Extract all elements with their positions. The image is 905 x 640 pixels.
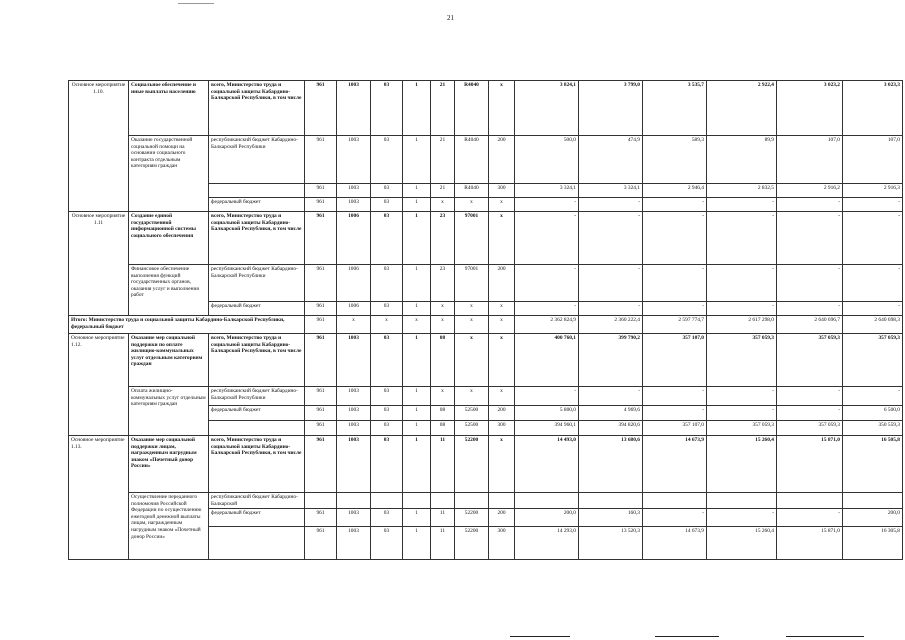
- code-cell: 961: [305, 265, 337, 302]
- footer-rule: [510, 636, 570, 637]
- value-cell: 3 535,7: [643, 81, 707, 136]
- code-cell: 11: [431, 509, 455, 527]
- value-cell: [843, 493, 903, 509]
- value-cell: -: [777, 406, 843, 421]
- code-cell: 08: [431, 421, 455, 436]
- table-row: [69, 81, 903, 136]
- code-cell: 1: [403, 184, 431, 198]
- value-cell: 400 760,1: [515, 334, 579, 387]
- code-cell: 1: [403, 387, 431, 406]
- code-cell: 961: [305, 184, 337, 198]
- event-name: Создание единой государственной информационной системы социального обеспечения: [129, 212, 209, 265]
- code-cell: 23: [431, 212, 455, 265]
- top-rule: [178, 3, 214, 4]
- code-cell: 961: [305, 302, 337, 316]
- value-cell: -: [707, 212, 777, 265]
- value-cell: 2 362 824,9: [515, 316, 579, 334]
- value-cell: -: [579, 302, 643, 316]
- value-cell: 4 969,6: [579, 406, 643, 421]
- value-cell: 2 916,2: [777, 184, 843, 198]
- code-cell: 52200: [455, 509, 489, 527]
- code-cell: 21: [431, 81, 455, 136]
- code-cell: 11: [431, 436, 455, 493]
- executor-cell: федеральный бюджет: [209, 198, 305, 212]
- code-cell: 03: [371, 509, 403, 527]
- value-cell: 14 493,0: [515, 436, 579, 493]
- executor-cell: всего, Министерство труда и социальной защиты Кабардино-Балкарской Республики, в том числе: [209, 334, 305, 387]
- value-cell: 2 617 298,0: [707, 316, 777, 334]
- code-cell: 1003: [337, 334, 371, 387]
- value-cell: -: [707, 406, 777, 421]
- code-cell: 1003: [337, 198, 371, 212]
- code-cell: 52500: [455, 421, 489, 436]
- code-cell: 03: [371, 436, 403, 493]
- code-cell: х: [455, 316, 489, 334]
- code-cell: 1006: [337, 212, 371, 265]
- code-cell: 200: [489, 406, 515, 421]
- code-cell: [371, 493, 403, 509]
- code-cell: 1: [403, 212, 431, 265]
- code-cell: 03: [371, 198, 403, 212]
- code-cell: 961: [305, 212, 337, 265]
- code-cell: 1003: [337, 421, 371, 436]
- executor-cell: федеральный бюджет: [209, 509, 305, 527]
- value-cell: 357 107,0: [643, 334, 707, 387]
- code-cell: 300: [489, 421, 515, 436]
- code-cell: 1003: [337, 509, 371, 527]
- code-cell: х: [489, 302, 515, 316]
- value-cell: -: [579, 212, 643, 265]
- budget-table: [68, 80, 903, 560]
- value-cell: 357 107,0: [643, 421, 707, 436]
- code-cell: х: [431, 387, 455, 406]
- code-cell: 1: [403, 509, 431, 527]
- value-cell: -: [643, 387, 707, 406]
- code-cell: 300: [489, 184, 515, 198]
- executor-cell: республиканский бюджет Кабардино-Балкарской Республики: [209, 136, 305, 184]
- value-cell: -: [579, 198, 643, 212]
- value-cell: 3 023,2: [777, 81, 843, 136]
- value-cell: 5 800,0: [515, 406, 579, 421]
- code-cell: 1: [403, 406, 431, 421]
- value-cell: 16 305,8: [843, 527, 903, 560]
- code-cell: R4040: [455, 136, 489, 184]
- sub-event-name: Оплата жилищно-коммунальных услуг отдельным категориям граждан: [129, 387, 209, 436]
- sub-event-name: Финансовое обеспечение выполнения функций государственных органов, оказания услуг и выполнения работ: [129, 265, 209, 316]
- table-row: [69, 436, 903, 493]
- value-cell: 2 640 696,7: [777, 316, 843, 334]
- code-cell: R4040: [455, 184, 489, 198]
- code-cell: [403, 493, 431, 509]
- value-cell: -: [843, 212, 903, 265]
- code-cell: 1003: [337, 136, 371, 184]
- value-cell: 3 324,1: [515, 184, 579, 198]
- code-cell: х: [455, 302, 489, 316]
- value-cell: 500,0: [515, 136, 579, 184]
- code-cell: 961: [305, 406, 337, 421]
- value-cell: 200,0: [843, 509, 903, 527]
- code-cell: 1: [403, 334, 431, 387]
- executor-cell: федеральный бюджет: [209, 302, 305, 316]
- code-cell: х: [337, 316, 371, 334]
- value-cell: -: [643, 212, 707, 265]
- value-cell: -: [515, 302, 579, 316]
- value-cell: -: [777, 509, 843, 527]
- code-cell: 97001: [455, 212, 489, 265]
- value-cell: 2 360 222,4: [579, 316, 643, 334]
- executor-cell: [209, 184, 305, 198]
- code-cell: 1: [403, 81, 431, 136]
- code-cell: 1003: [337, 527, 371, 560]
- value-cell: 6 500,0: [843, 406, 903, 421]
- code-cell: 08: [431, 406, 455, 421]
- code-cell: х: [431, 316, 455, 334]
- value-cell: -: [643, 302, 707, 316]
- code-cell: х: [489, 212, 515, 265]
- code-cell: х: [489, 387, 515, 406]
- executor-cell: [209, 527, 305, 560]
- code-cell: 300: [489, 527, 515, 560]
- code-cell: 03: [371, 81, 403, 136]
- code-cell: 200: [489, 509, 515, 527]
- code-cell: 97001: [455, 265, 489, 302]
- value-cell: 200,0: [515, 509, 579, 527]
- event-name: Оказание мер социальной поддержки по оплате жилищно-коммунальных услуг отдельным категориям граждан: [129, 334, 209, 387]
- code-cell: 08: [431, 334, 455, 387]
- executor-cell: всего, Министерство труда и социальной защиты Кабардино-Балкарской Республики, в том числе: [209, 212, 305, 265]
- code-cell: 961: [305, 387, 337, 406]
- value-cell: -: [515, 387, 579, 406]
- value-cell: [643, 493, 707, 509]
- code-cell: 52200: [455, 527, 489, 560]
- value-cell: 15 871,0: [777, 436, 843, 493]
- code-cell: 03: [371, 184, 403, 198]
- value-cell: 3 824,1: [515, 81, 579, 136]
- value-cell: -: [515, 265, 579, 302]
- code-cell: 1: [403, 436, 431, 493]
- value-cell: 14 673,9: [643, 436, 707, 493]
- code-cell: 1003: [337, 387, 371, 406]
- value-cell: 2 922,4: [707, 81, 777, 136]
- value-cell: -: [515, 198, 579, 212]
- sub-event-name: Осуществление переданного полномочия Российской Федерации по осуществлению ежегодной денежной выплаты лицам, награжденным нагрудным знаком «Почетный донор России»: [129, 493, 209, 560]
- code-cell: [489, 493, 515, 509]
- value-cell: 3 023,3: [843, 81, 903, 136]
- value-cell: 394 820,6: [579, 421, 643, 436]
- code-cell: [337, 493, 371, 509]
- event-name: Оказание мер социальной поддержки лицам, награжденным нагрудным знаком «Почетный донор России»: [129, 436, 209, 493]
- value-cell: -: [643, 265, 707, 302]
- code-cell: 1: [403, 265, 431, 302]
- value-cell: 14 293,0: [515, 527, 579, 560]
- value-cell: -: [579, 387, 643, 406]
- value-cell: 15 260,4: [707, 527, 777, 560]
- code-cell: 1: [403, 198, 431, 212]
- code-cell: 21: [431, 184, 455, 198]
- value-cell: 589,3: [643, 136, 707, 184]
- code-cell: х: [489, 81, 515, 136]
- code-cell: 03: [371, 527, 403, 560]
- value-cell: 3 324,1: [579, 184, 643, 198]
- value-cell: -: [777, 265, 843, 302]
- value-cell: -: [707, 198, 777, 212]
- value-cell: 89,9: [707, 136, 777, 184]
- code-cell: [455, 493, 489, 509]
- code-cell: х: [455, 198, 489, 212]
- table-row: [69, 493, 903, 509]
- value-cell: -: [707, 387, 777, 406]
- code-cell: 1: [403, 302, 431, 316]
- executor-cell: республиканский бюджет Кабардино-Балкарской Республики: [209, 265, 305, 302]
- value-cell: 350 559,3: [843, 421, 903, 436]
- code-cell: 961: [305, 81, 337, 136]
- executor-cell: республиканский бюджет Кабардино-Балкарской: [209, 493, 305, 509]
- table-row: [69, 136, 903, 184]
- code-cell: х: [455, 334, 489, 387]
- code-cell: 1003: [337, 184, 371, 198]
- code-cell: х: [455, 387, 489, 406]
- value-cell: 357 059,3: [777, 421, 843, 436]
- value-cell: -: [643, 406, 707, 421]
- code-cell: 03: [371, 302, 403, 316]
- event-label: Основное мероприятие 1.11: [69, 212, 129, 316]
- value-cell: [579, 493, 643, 509]
- page-number: 21: [447, 14, 454, 22]
- value-cell: -: [515, 212, 579, 265]
- code-cell: 52200: [455, 436, 489, 493]
- code-cell: х: [489, 436, 515, 493]
- code-cell: 03: [371, 421, 403, 436]
- code-cell: 961: [305, 198, 337, 212]
- value-cell: 399 790,2: [579, 334, 643, 387]
- code-cell: [305, 493, 337, 509]
- executor-cell: республиканский бюджет Кабардино-Балкарской Республики: [209, 387, 305, 406]
- code-cell: 961: [305, 527, 337, 560]
- code-cell: 03: [371, 136, 403, 184]
- event-label: Основное мероприятие 1.13.: [69, 436, 129, 560]
- code-cell: 961: [305, 136, 337, 184]
- value-cell: 15 260,4: [707, 436, 777, 493]
- executor-cell: федеральный бюджет: [209, 406, 305, 421]
- code-cell: х: [371, 316, 403, 334]
- code-cell: 1006: [337, 302, 371, 316]
- code-cell: 200: [489, 136, 515, 184]
- table-row: [69, 387, 903, 406]
- event-name: Социальное обеспечение и иные выплаты населению: [129, 81, 209, 136]
- code-cell: 03: [371, 406, 403, 421]
- event-label: Основное мероприятие 1.10.: [69, 81, 129, 212]
- total-label: Итого: Министерство труда и социальной защиты Кабардино-Балкарской Республики, федеральный бюджет: [69, 316, 305, 334]
- code-cell: 1: [403, 136, 431, 184]
- value-cell: 160,3: [579, 509, 643, 527]
- code-cell: х: [431, 198, 455, 212]
- code-cell: 52500: [455, 406, 489, 421]
- value-cell: 13 520,3: [579, 527, 643, 560]
- executor-cell: всего, Министерство труда и социальной защиты Кабардино-Балкарской Республики, в том числе: [209, 81, 305, 136]
- value-cell: -: [579, 265, 643, 302]
- code-cell: х: [489, 334, 515, 387]
- value-cell: 474,9: [579, 136, 643, 184]
- value-cell: -: [843, 198, 903, 212]
- value-cell: 13 680,6: [579, 436, 643, 493]
- value-cell: -: [777, 302, 843, 316]
- code-cell: х: [489, 316, 515, 334]
- value-cell: 357 059,3: [707, 334, 777, 387]
- value-cell: -: [777, 212, 843, 265]
- table-row: [69, 212, 903, 265]
- value-cell: 394 960,1: [515, 421, 579, 436]
- value-cell: -: [643, 509, 707, 527]
- code-cell: 23: [431, 265, 455, 302]
- code-cell: 1: [403, 527, 431, 560]
- code-cell: 200: [489, 265, 515, 302]
- value-cell: 15 871,0: [777, 527, 843, 560]
- value-cell: [707, 493, 777, 509]
- value-cell: -: [707, 509, 777, 527]
- code-cell: х: [431, 302, 455, 316]
- code-cell: 961: [305, 421, 337, 436]
- value-cell: 357 059,3: [843, 334, 903, 387]
- code-cell: R4040: [455, 81, 489, 136]
- value-cell: 2 597 774,7: [643, 316, 707, 334]
- value-cell: -: [843, 265, 903, 302]
- value-cell: 2 916,3: [843, 184, 903, 198]
- code-cell: 961: [305, 509, 337, 527]
- code-cell: х: [489, 198, 515, 212]
- value-cell: 2 832,5: [707, 184, 777, 198]
- value-cell: -: [707, 265, 777, 302]
- sub-event-name: Оказание государственной социальной помощи на основании социального контракта отдельным категориям граждан: [129, 136, 209, 212]
- code-cell: 03: [371, 212, 403, 265]
- value-cell: -: [843, 387, 903, 406]
- code-cell: 961: [305, 316, 337, 334]
- code-cell: 1003: [337, 406, 371, 421]
- code-cell: х: [403, 316, 431, 334]
- table-row: [69, 316, 903, 334]
- code-cell: 21: [431, 136, 455, 184]
- event-label: Основное мероприятие 1.12.: [69, 334, 129, 436]
- footer-rule: [655, 636, 719, 637]
- code-cell: 03: [371, 387, 403, 406]
- code-cell: 961: [305, 436, 337, 493]
- value-cell: 3 799,0: [579, 81, 643, 136]
- table-row: [69, 334, 903, 387]
- code-cell: 1006: [337, 265, 371, 302]
- value-cell: -: [777, 198, 843, 212]
- code-cell: 03: [371, 265, 403, 302]
- value-cell: -: [777, 387, 843, 406]
- value-cell: 357 059,3: [707, 421, 777, 436]
- value-cell: [777, 493, 843, 509]
- code-cell: 1003: [337, 436, 371, 493]
- code-cell: 11: [431, 527, 455, 560]
- code-cell: 03: [371, 334, 403, 387]
- code-cell: [431, 493, 455, 509]
- value-cell: -: [707, 302, 777, 316]
- value-cell: 107,0: [843, 136, 903, 184]
- value-cell: 107,0: [777, 136, 843, 184]
- value-cell: 2 946,4: [643, 184, 707, 198]
- code-cell: 961: [305, 334, 337, 387]
- value-cell: 2 640 698,3: [843, 316, 903, 334]
- value-cell: -: [643, 198, 707, 212]
- value-cell: -: [843, 302, 903, 316]
- value-cell: 14 673,9: [643, 527, 707, 560]
- value-cell: 16 505,8: [843, 436, 903, 493]
- code-cell: 1: [403, 421, 431, 436]
- value-cell: [515, 493, 579, 509]
- executor-cell: [209, 421, 305, 436]
- footer-rule: [786, 636, 864, 637]
- value-cell: 357 059,3: [777, 334, 843, 387]
- executor-cell: всего, Министерство труда и социальной защиты Кабардино-Балкарской Республики, в том числе: [209, 436, 305, 493]
- table-row: [69, 265, 903, 302]
- code-cell: 1003: [337, 81, 371, 136]
